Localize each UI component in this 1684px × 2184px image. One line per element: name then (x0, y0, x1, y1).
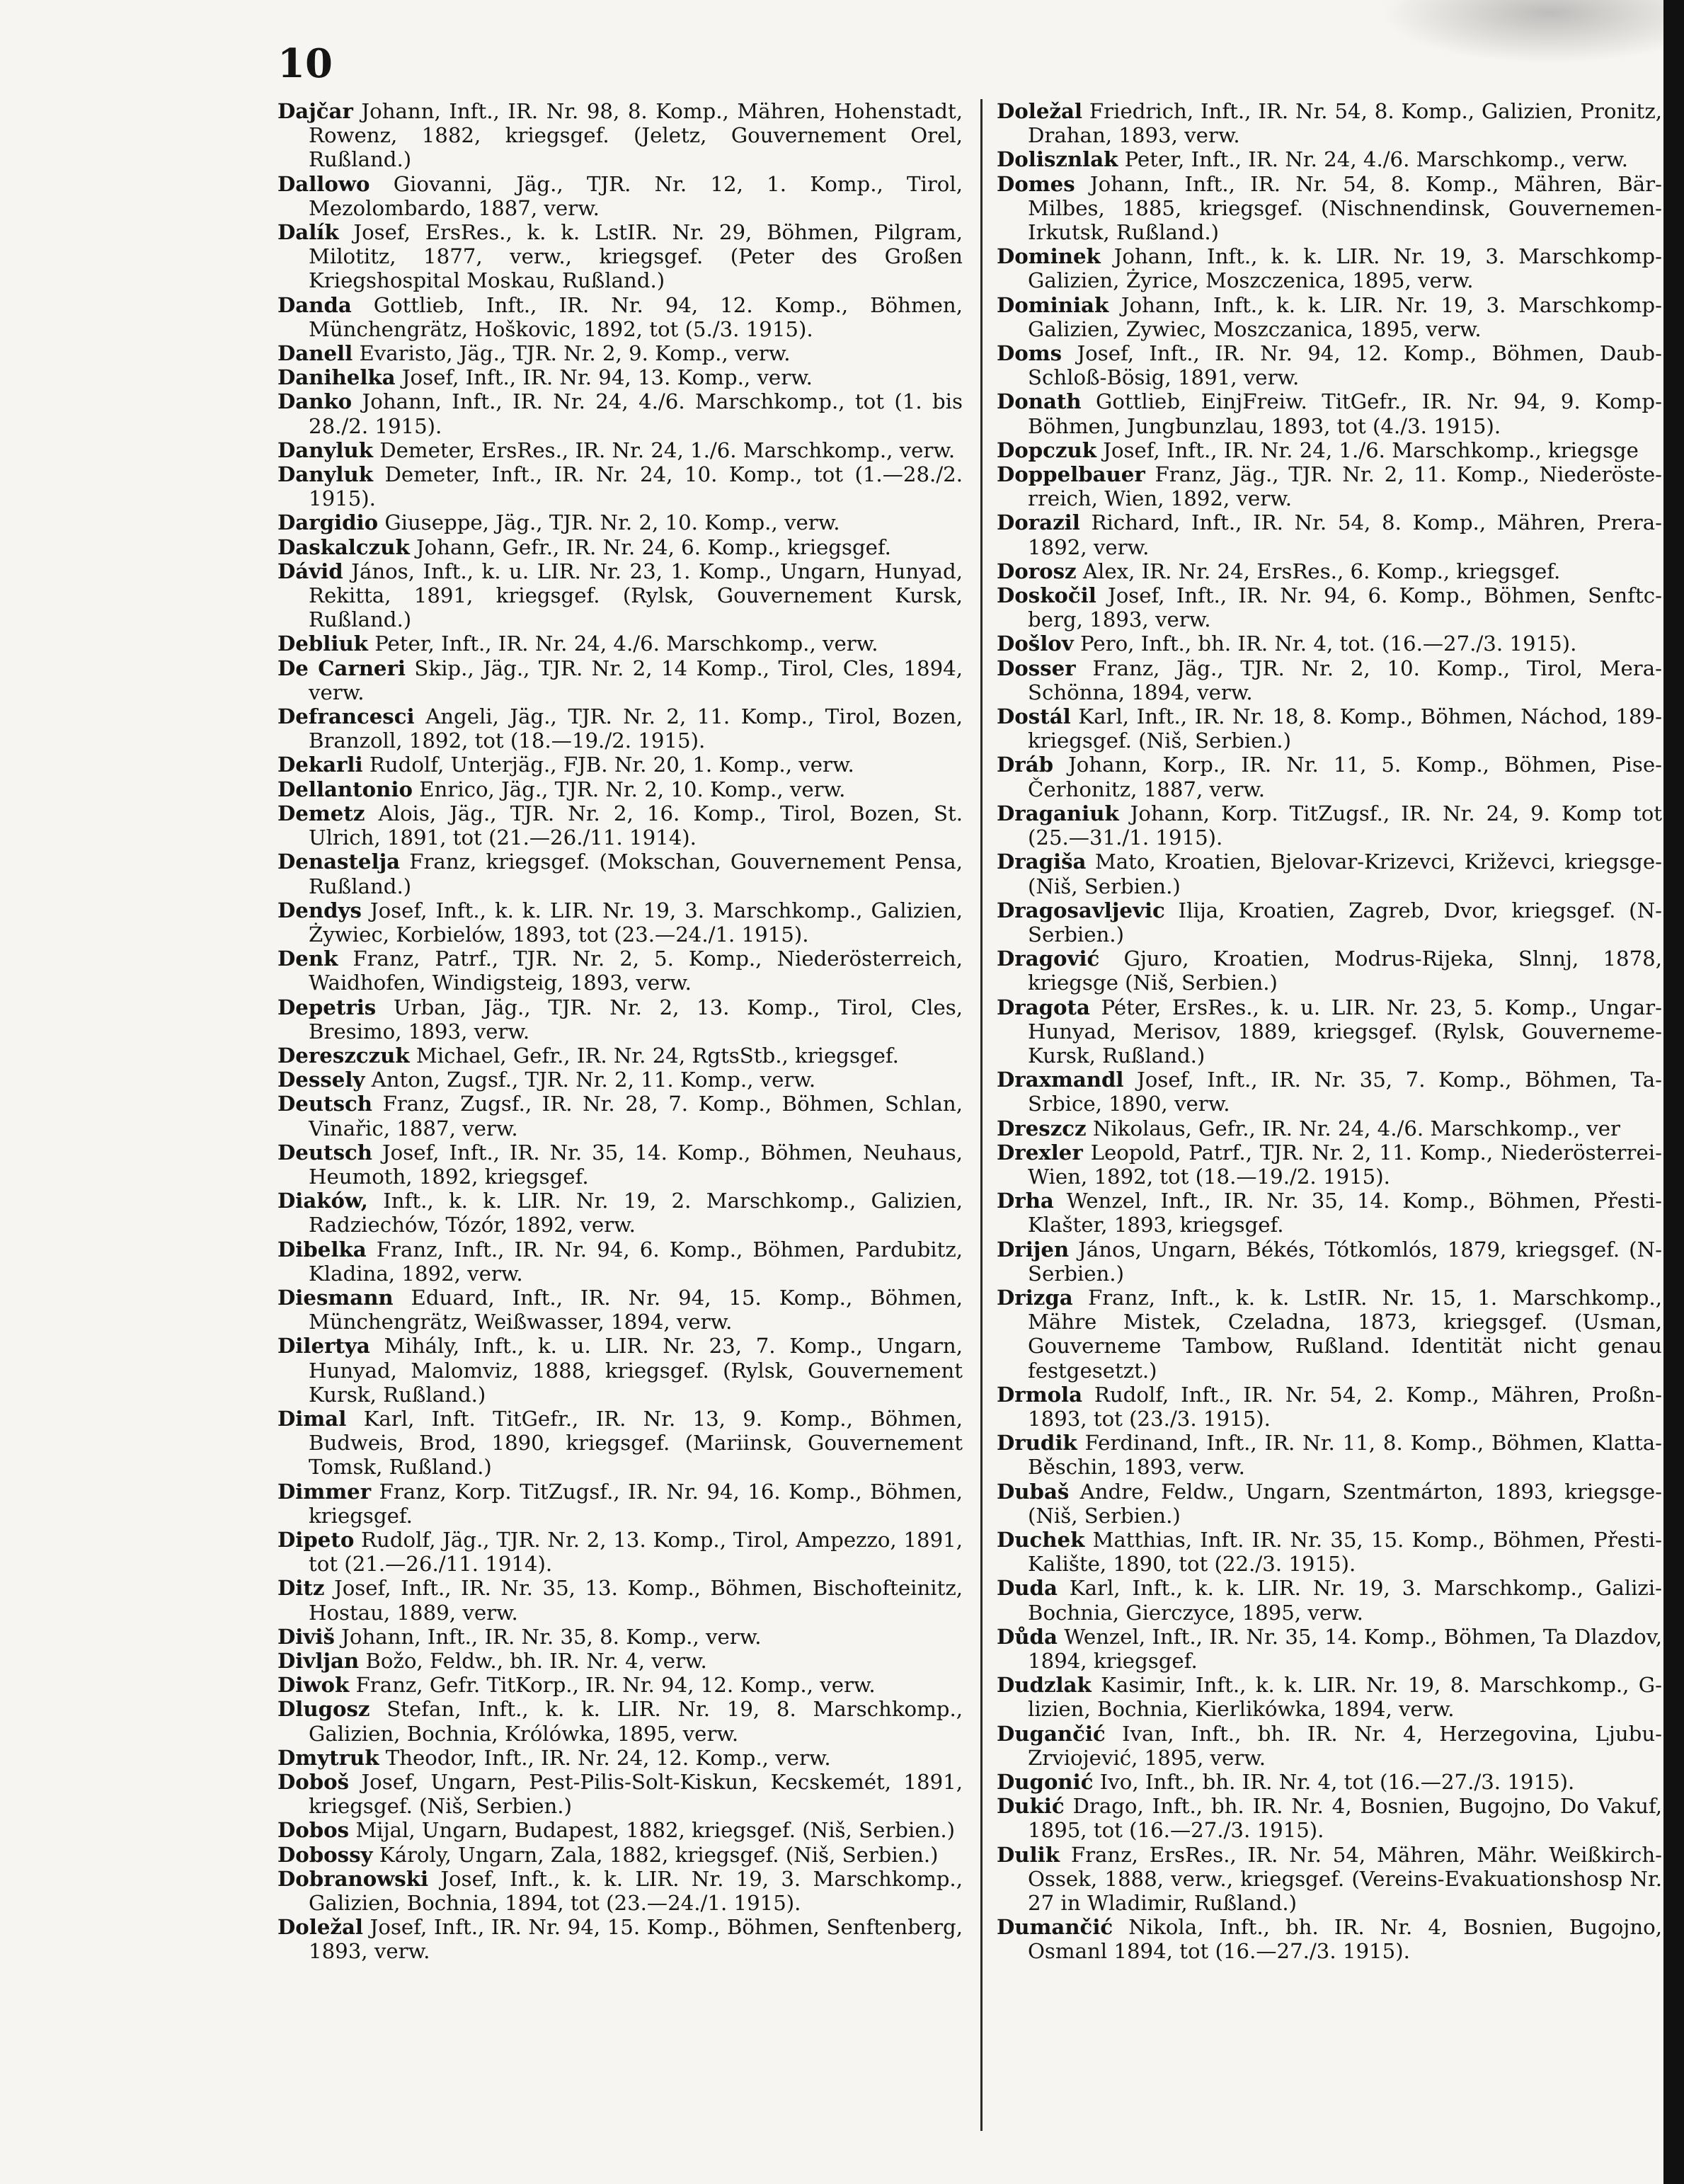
entry-details: Josef, Inft., IR. Nr. 35, 13. Komp., Böhmen, Bischofteinitz, Hostau, 1889, verw. (309, 1576, 963, 1625)
entry-details: Josef, Inft., IR. Nr. 35, 7. Komp., Böhmen, Ta Srbice, 1890, verw. (1028, 1068, 1662, 1116)
entry-surname: Doskočil (997, 583, 1096, 608)
entry-details: Josef, Inft., IR. Nr. 94, 13. Komp., verw. (395, 365, 813, 390)
entry-surname: Danyluk (277, 462, 373, 487)
entry-surname: Demetz (277, 801, 365, 825)
entry (277, 801, 963, 850)
entry-surname: Diwok (277, 1673, 350, 1698)
entry (997, 341, 1662, 389)
entry-surname: Dostál (997, 704, 1071, 729)
entry-details: Anton, Zugsf., TJR. Nr. 2, 11. Komp., verw. (365, 1068, 816, 1092)
entry (277, 1867, 963, 1915)
entry (997, 1673, 1662, 1721)
entry-surname: Dekarli (277, 753, 363, 777)
entry-details: Franz, Gefr. TitKorp., IR. Nr. 94, 12. Komp., verw. (349, 1673, 876, 1698)
entry (997, 631, 1662, 656)
entry-surname: Dlugosz (277, 1697, 370, 1722)
entry-surname: Dragović (997, 947, 1100, 971)
entry (997, 1576, 1662, 1624)
entry-surname: Dimmer (277, 1479, 372, 1504)
entry-surname: Dmytruk (277, 1745, 379, 1770)
entry-surname: Danell (277, 341, 353, 366)
entry-surname: Deutsch (277, 1092, 373, 1116)
entry-details: Nikolaus, Gefr., IR. Nr. 24, 4./6. Marschkomp., ver (1086, 1116, 1621, 1140)
entry-details: Wenzel, Inft., IR. Nr. 35, 14. Komp., Böhmen, Přesti Klašter, 1893, kriegsgef. (1028, 1189, 1662, 1237)
entry-details: Rudolf, Unterjäg., FJB. Nr. 20, 1. Komp., verw. (362, 753, 854, 777)
entry-details: Josef, Inft., k. k. LIR. Nr. 19, 3. Marschkomp., Galizien, Bochnia, 1894, tot (23.—24./1. 1915). (309, 1866, 963, 1916)
entry (277, 535, 963, 559)
entry (997, 1068, 1662, 1116)
entry (277, 293, 963, 341)
entry-details: Skip., Jäg., TJR. Nr. 2, 14 Komp., Tirol, Cles, 1894, verw. (309, 656, 963, 704)
entry (997, 99, 1662, 147)
entry-details: Richard, Inft., IR. Nr. 54, 8. Komp., Mähren, Prera 1892, verw. (1028, 510, 1662, 559)
entry (277, 1044, 963, 1068)
entry-details: Gottlieb, Inft., IR. Nr. 94, 12. Komp., Böhmen, Münchengrätz, Hoškovic, 1892, tot (5./3. 1915). (309, 292, 963, 341)
entry (997, 1431, 1662, 1479)
entry-surname: Doppelbauer (997, 462, 1145, 487)
entry-surname: Dobossy (277, 1842, 373, 1867)
entry-details: Franz, Zugsf., IR. Nr. 28, 7. Komp., Böhmen, Schlan, Vinařic, 1887, verw. (309, 1092, 963, 1140)
entry (277, 220, 963, 293)
entry-details: Gottlieb, EinjFreiw. TitGefr., IR. Nr. 94, 9. Komp Böhmen, Jungbunzlau, 1893, tot (4./3. 1915). (1028, 389, 1662, 438)
entry-details: Kasimir, Inft., k. k. LIR. Nr. 19, 8. Marschkomp., G lizien, Bochnia, Kierlikówka, 1894, verw. (1028, 1673, 1662, 1722)
entry (277, 1068, 963, 1092)
entry-surname: Debliuk (277, 631, 368, 656)
entry-surname: Doležal (277, 1915, 364, 1940)
entry (277, 1237, 963, 1286)
entry-details: Johann, Inft., IR. Nr. 54, 8. Komp., Mähren, Bär Milbes, 1885, kriegsgef. (Nischnendinsk, Gouvernemen Irkutsk, Rußland.) (1028, 171, 1662, 245)
entry-surname: Duchek (997, 1527, 1085, 1552)
entry-surname: Depetris (277, 995, 377, 1019)
entry-details: Mihály, Inft., k. u. LIR. Nr. 23, 7. Komp., Ungarn, Hunyad, Malomviz, 1888, kriegsgef. (Rylsk, Gouvernement Kursk, Rußland.) (309, 1334, 963, 1407)
entry-details: Ferdinand, Inft., IR. Nr. 11, 8. Komp., Böhmen, Klatta Běschin, 1893, verw. (1028, 1431, 1662, 1480)
entry-surname: Dellantonio (277, 777, 413, 801)
entry-surname: Denastelja (277, 850, 401, 874)
entry (277, 559, 963, 632)
entry-details: Andre, Feldw., Ungarn, Szentmárton, 1893, kriegsge (Niš, Serbien.) (1028, 1479, 1662, 1528)
entry (277, 777, 963, 801)
entry (997, 1794, 1662, 1842)
entry-details: Peter, Inft., IR. Nr. 24, 4./6. Marschkomp., verw. (1118, 147, 1629, 172)
entry-details: Franz, Patrf., TJR. Nr. 2, 5. Komp., Niederösterreich, Waidhofen, Windigsteig, 1893, verw. (309, 947, 963, 995)
entry-surname: Dilertya (277, 1334, 370, 1359)
entry-surname: Drijen (997, 1237, 1070, 1262)
entry-surname: Dorosz (997, 559, 1077, 583)
entry-surname: Danko (277, 389, 353, 414)
entry-details: Franz, Jäg., TJR. Nr. 2, 11. Komp., Niederöste rreich, Wien, 1892, verw. (1028, 462, 1662, 511)
entry-surname: Dosser (997, 656, 1076, 680)
entry-details: Inft., k. k. LIR. Nr. 19, 2. Marschkomp., Galizien, Radziechów, Tózór, 1892, verw. (309, 1189, 963, 1237)
entry-surname: Doležal (997, 99, 1083, 123)
entry (277, 1334, 963, 1407)
entry-details: Karl, Inft. TitGefr., IR. Nr. 13, 9. Komp., Böhmen, Budweis, Brod, 1890, kriegsgef. (Mariinsk, Gouvernement Tomsk, Rußland.) (309, 1406, 963, 1480)
entry-details: János, Ungarn, Békés, Tótkomlós, 1879, kriegsgef. (N Serbien.) (1028, 1237, 1662, 1286)
entry-details: Josef, Inft., IR. Nr. 24, 1./6. Marschkomp., kriegsge (1096, 438, 1639, 462)
scan-edge (1663, 0, 1684, 2184)
entry-details: Franz, Korp. TitZugsf., IR. Nr. 94, 16. Komp., Böhmen, kriegsgef. (309, 1479, 963, 1528)
entry-surname: Dreszcz (997, 1116, 1087, 1140)
entry-surname: Dubaš (997, 1479, 1070, 1504)
entry-details: Demeter, Inft., IR. Nr. 24, 10. Komp., tot (1.—28./2. 1915). (309, 462, 963, 511)
entry-details: Josef, Inft., IR. Nr. 94, 12. Komp., Böhmen, Daub Schloß-Bösig, 1891, verw. (1028, 341, 1662, 390)
entry (997, 172, 1662, 245)
entry-details: Johann, Inft., k. k. LIR. Nr. 19, 3. Marschkomp Galizien, Zywiec, Moszczanica, 1895, verw. (1028, 292, 1662, 341)
entry-details: Theodor, Inft., IR. Nr. 24, 12. Komp., verw. (379, 1745, 831, 1770)
entry-details: János, Inft., k. u. LIR. Nr. 23, 1. Komp., Ungarn, Hunyad, Rekitta, 1891, kriegsgef. (Rylsk, Gouvernement Kursk, Rußland.) (309, 559, 963, 632)
entry (277, 1286, 963, 1334)
entry-details: Rudolf, Inft., IR. Nr. 54, 2. Komp., Mähren, Proßn 1893, tot (23./3. 1915). (1028, 1382, 1662, 1431)
entry (997, 1625, 1662, 1673)
entry (277, 898, 963, 947)
entry-details: Pero, Inft., bh. IR. Nr. 4, tot. (16.—27./3. 1915). (1073, 631, 1577, 656)
entry-surname: Dulik (997, 1842, 1060, 1867)
entry-details: Károly, Ungarn, Zala, 1882, kriegsgef. (Niš, Serbien.) (372, 1842, 939, 1867)
entry-surname: Dobranowski (277, 1866, 429, 1891)
entry-surname: Dragiša (997, 850, 1087, 874)
entry-details: Johann, Korp. TitZugsf., IR. Nr. 24, 9. Komp tot (25.—31./1. 1915). (1028, 801, 1662, 850)
entry-details: Johann, Inft., k. k. LIR. Nr. 19, 3. Marschkomp Galizien, Żyrice, Moszczenica, 1895, verw. (1028, 244, 1662, 293)
entry (277, 850, 963, 898)
column-divider (980, 99, 983, 2131)
entry-surname: Dráb (997, 753, 1054, 777)
entry-details: Gjuro, Kroatien, Modrus-Rijeka, Slnnj, 1878, kriegsge (Niš, Serbien.) (1028, 947, 1662, 995)
entry-details: Leopold, Patrf., TJR. Nr. 2, 11. Komp., Niederösterrei Wien, 1892, tot (18.—19./2. 1915). (1028, 1140, 1662, 1189)
entry-details: Alex, IR. Nr. 24, ErsRes., 6. Komp., kriegsgef. (1076, 559, 1561, 583)
entry-surname: Danihelka (277, 365, 396, 390)
entry (997, 1722, 1662, 1770)
entry-surname: Dopczuk (997, 438, 1096, 462)
entry-details: Josef, Inft., IR. Nr. 35, 14. Komp., Böhmen, Neuhaus, Heumoth, 1892, kriegsgef. (309, 1140, 963, 1189)
entry-surname: Dávid (277, 559, 343, 583)
entry-details: Karl, Inft., IR. Nr. 18, 8. Komp., Böhmen, Náchod, 189 kriegsgef. (Niš, Serbien.) (1028, 704, 1662, 753)
entry (997, 559, 1662, 583)
entry-details: Franz, ErsRes., IR. Nr. 54, Mähren, Mähr. Weißkirch Ossek, 1888, verw., kriegsgef. (Vereins-Evakuationshosp Nr. 27 in Wladimir, Rußland.) (1028, 1842, 1662, 1916)
entry-details: Evaristo, Jäg., TJR. Nr. 2, 9. Komp., verw. (353, 341, 791, 366)
entry (277, 1843, 963, 1867)
entry-details: Eduard, Inft., IR. Nr. 94, 15. Komp., Böhmen, Münchengrätz, Weißwasser, 1894, verw. (309, 1285, 963, 1334)
entry (997, 1286, 1662, 1383)
entry (277, 704, 963, 753)
entry-surname: Diesmann (277, 1285, 394, 1310)
entry-surname: Doboš (277, 1770, 350, 1795)
entry-details: Johann, Inft., IR. Nr. 35, 8. Komp., verw. (334, 1624, 762, 1649)
entry (277, 753, 963, 777)
entry-surname: Dugančić (997, 1721, 1106, 1746)
entry (277, 1576, 963, 1624)
entry-surname: Dominiak (997, 292, 1109, 317)
entry-surname: Dudzlak (997, 1673, 1092, 1698)
entry (277, 438, 963, 462)
entry-details: Demeter, ErsRes., IR. Nr. 24, 1./6. Marschkomp., verw. (372, 438, 956, 462)
entry (277, 1140, 963, 1189)
entry-surname: Dibelka (277, 1237, 367, 1262)
entry (277, 341, 963, 365)
entry-surname: Danyluk (277, 438, 373, 462)
entry-details: Rudolf, Jäg., TJR. Nr. 2, 13. Komp., Tirol, Ampezzo, 1891, tot (21.—26./11. 1914). (309, 1527, 963, 1577)
entry (997, 1480, 1662, 1528)
entry (997, 704, 1662, 753)
entry (277, 1189, 963, 1237)
entry-details: Josef, Ungarn, Pest-Pilis-Solt-Kiskun, Kecskemét, 1891, kriegsgef. (Niš, Serbien.) (309, 1770, 963, 1819)
entry-surname: Dendys (277, 898, 362, 922)
entry (277, 99, 963, 172)
entry (997, 438, 1662, 462)
entry-surname: Duda (997, 1576, 1058, 1601)
entry (277, 1697, 963, 1745)
entry-surname: Dolisznlak (997, 147, 1118, 172)
entry (277, 365, 963, 389)
entry-details: Enrico, Jäg., TJR. Nr. 2, 10. Komp., verw. (412, 777, 846, 801)
entry-surname: Diaków, (277, 1189, 368, 1213)
entry (277, 1770, 963, 1818)
entry-surname: Důda (997, 1624, 1058, 1649)
entry (277, 995, 963, 1044)
entry (997, 244, 1662, 292)
entry-surname: Draxmandl (997, 1068, 1124, 1092)
entry (277, 1528, 963, 1576)
entry-surname: Dragosavljevic (997, 898, 1165, 922)
entry-surname: Domes (997, 171, 1075, 196)
entry-surname: Dalík (277, 220, 339, 245)
entry-details: Mato, Kroatien, Bjelovar-Krizevci, Križevci, kriegsge (Niš, Serbien.) (1028, 850, 1662, 898)
entry-details: Stefan, Inft., k. k. LIR. Nr. 19, 8. Marschkomp., Galizien, Bochnia, Królówka, 1895, verw. (309, 1697, 963, 1746)
entry-details: Péter, ErsRes., k. u. LIR. Nr. 23, 5. Komp., Ungar Hunyad, Merisov, 1889, kriegsgef. (Rylsk, Gouverneme Kursk, Rußland.) (1028, 995, 1662, 1068)
entry-details: Ivan, Inft., bh. IR. Nr. 4, Herzegovina, Ljubu Zrviojević, 1895, verw. (1028, 1721, 1662, 1770)
entry-details: Johann, Gefr., IR. Nr. 24, 6. Komp., kriegsgef. (409, 534, 891, 559)
entry-details: Nikola, Inft., bh. IR. Nr. 4, Bosnien, Bugojno, Osmanl 1894, tot (16.—27./3. 1915). (1028, 1915, 1662, 1964)
entry (277, 1407, 963, 1480)
entry (997, 1528, 1662, 1576)
entry-details: Friedrich, Inft., IR. Nr. 54, 8. Komp., Galizien, Pronitz, Drahan, 1893, verw. (1028, 99, 1662, 148)
entry-surname: Dobos (277, 1818, 350, 1843)
entry-surname: Ditz (277, 1576, 325, 1601)
entry-surname: Dimal (277, 1406, 347, 1431)
entry (997, 947, 1662, 995)
entry (277, 1649, 963, 1673)
entry-details: Karl, Inft., k. k. LIR. Nr. 19, 3. Marschkomp., Galizi Bochnia, Gierczyce, 1895, verw. (1028, 1576, 1662, 1625)
entry-surname: Danda (277, 292, 352, 317)
entry (277, 1673, 963, 1697)
entry-surname: Dragota (997, 995, 1090, 1019)
entry (997, 462, 1662, 510)
entry-surname: Dorazil (997, 510, 1080, 535)
entry (277, 172, 963, 220)
entry-surname: Dargidio (277, 510, 379, 535)
entry-surname: Deutsch (277, 1140, 373, 1165)
entry-details: Božo, Feldw., bh. IR. Nr. 4, verw. (359, 1649, 707, 1673)
entry-details: Josef, Inft., IR. Nr. 94, 6. Komp., Böhmen, Senftc berg, 1893, verw. (1028, 583, 1662, 632)
entry-details: Josef, Inft., IR. Nr. 94, 15. Komp., Böhmen, Senftenberg, 1893, verw. (309, 1915, 963, 1964)
entry (277, 1625, 963, 1649)
entry-surname: Dugonić (997, 1770, 1094, 1795)
entry-surname: Doms (997, 341, 1062, 366)
entry-surname: Dipeto (277, 1527, 355, 1552)
entry-surname: Drmola (997, 1382, 1083, 1407)
entry (277, 656, 963, 704)
entry (997, 656, 1662, 704)
entry-surname: Drudik (997, 1431, 1077, 1456)
entry-details: Angeli, Jäg., TJR. Nr. 2, 11. Komp., Tirol, Bozen, Branzoll, 1892, tot (18.—19./2. 1915). (309, 704, 963, 753)
entry (277, 462, 963, 510)
entry (997, 147, 1662, 171)
entry-details: Wenzel, Inft., IR. Nr. 35, 14. Komp., Böhmen, Ta Dlazdov, 1894, kriegsgef. (1028, 1624, 1662, 1673)
entry-surname: Daskalczuk (277, 534, 410, 559)
entry-surname: Dajčar (277, 99, 353, 123)
entry (997, 1237, 1662, 1286)
entry-details: Franz, Jäg., TJR. Nr. 2, 10. Komp., Tirol, Mera Schönna, 1894, verw. (1028, 656, 1662, 704)
entry-surname: De Carneri (277, 656, 406, 680)
entry-surname: Dukić (997, 1794, 1065, 1819)
entry-details: Franz, Inft., IR. Nr. 94, 6. Komp., Böhmen, Pardubitz, Kladina, 1892, verw. (309, 1237, 963, 1286)
scan-shadow (1380, 0, 1663, 64)
entry-details: Josef, Inft., k. k. LIR. Nr. 19, 3. Marschkomp., Galizien, Żywiec, Korbielów, 1893, tot (23.—24./1. 1915). (309, 898, 963, 947)
entry (997, 293, 1662, 341)
entry (997, 1140, 1662, 1189)
entry-surname: Dumančić (997, 1915, 1113, 1940)
entry-details: Peter, Inft., IR. Nr. 24, 4./6. Marschkomp., verw. (367, 631, 878, 656)
entry-details: Ivo, Inft., bh. IR. Nr. 4, tot (16.—27./3. 1915). (1093, 1770, 1575, 1795)
entry (997, 583, 1662, 631)
entry-surname: Diviš (277, 1624, 335, 1649)
entry-details: Franz, Inft., k. k. LstIR. Nr. 15, 1. Marschkomp., Mähre Mistek, Czeladna, 1873, kriegsgef. (Usman, Gouverneme Tambow, Rußland. Identität nicht genau festgesetzt.) (1028, 1285, 1662, 1383)
entry (997, 850, 1662, 898)
entry (277, 631, 963, 656)
entry-surname: Dallowo (277, 171, 370, 196)
entry-details: Drago, Inft., bh. IR. Nr. 4, Bosnien, Bugojno, Do Vakuf, 1895, tot (16.—27./3. 1915). (1028, 1794, 1662, 1843)
entry (277, 1818, 963, 1842)
entry-surname: Divljan (277, 1649, 360, 1673)
entry-surname: Denk (277, 947, 338, 971)
entry (997, 801, 1662, 850)
entry (997, 1770, 1662, 1794)
entry (997, 1189, 1662, 1237)
entry-details: Johann, Inft., IR. Nr. 24, 4./6. Marschkomp., tot (1. bis 28./2. 1915). (309, 389, 963, 438)
entry-details: Franz, kriegsgef. (Mokschan, Gouvernement Pensa, Rußland.) (309, 850, 963, 898)
left-column (277, 99, 963, 2131)
entry (997, 898, 1662, 947)
entry (277, 1746, 963, 1770)
entry (277, 1915, 963, 1963)
entry-details: Michael, Gefr., IR. Nr. 24, RgtsStb., kriegsgef. (409, 1043, 899, 1068)
entry-surname: Drizga (997, 1285, 1073, 1310)
entry-details: Alois, Jäg., TJR. Nr. 2, 16. Komp., Tirol, Bozen, St. Ulrich, 1891, tot (21.—26./11. 1914). (309, 801, 963, 850)
entry (997, 1116, 1662, 1140)
right-column (997, 99, 1662, 2131)
page-number: 10 (277, 40, 333, 87)
entry-surname: Dereszczuk (277, 1043, 410, 1068)
entry-details: Giuseppe, Jäg., TJR. Nr. 2, 10. Komp., verw. (378, 510, 840, 535)
entry (997, 510, 1662, 559)
entry-details: Ilija, Kroatien, Zagreb, Dvor, kriegsgef. (N Serbien.) (1028, 898, 1662, 947)
entry (997, 389, 1662, 438)
entry (997, 1915, 1662, 1963)
entry-surname: Drexler (997, 1140, 1083, 1165)
entry (277, 510, 963, 534)
entry (277, 389, 963, 438)
entry (997, 995, 1662, 1068)
entry-details: Johann, Korp., IR. Nr. 11, 5. Komp., Böhmen, Pise Čerhonitz, 1887, verw. (1028, 753, 1662, 801)
entry (997, 1843, 1662, 1916)
entry (277, 1480, 963, 1528)
entry (277, 1092, 963, 1140)
entry-surname: Donath (997, 389, 1082, 414)
entry (997, 1383, 1662, 1431)
entry-surname: Defrancesci (277, 704, 415, 729)
entry-details: Johann, Inft., IR. Nr. 98, 8. Komp., Mähren, Hohenstadt, Rowenz, 1882, kriegsgef. (Jeletz, Gouvernement Orel, Rußland.) (309, 99, 963, 172)
entry-surname: Dominek (997, 244, 1101, 269)
entry (277, 947, 963, 995)
entry (997, 753, 1662, 801)
entry-details: Mijal, Ungarn, Budapest, 1882, kriegsgef. (Niš, Serbien.) (349, 1818, 956, 1843)
entry-details: Josef, ErsRes., k. k. LstIR. Nr. 29, Böhmen, Pilgram, Milotitz, 1877, verw., kriegsgef. (Peter des Großen Kriegshospital Moskau, Rußland.) (309, 220, 963, 293)
entry-surname: Došlov (997, 631, 1074, 656)
entry-surname: Dessely (277, 1068, 365, 1092)
entry-details: Urban, Jäg., TJR. Nr. 2, 13. Komp., Tirol, Cles, Bresimo, 1893, verw. (309, 995, 963, 1044)
entry-surname: Draganiuk (997, 801, 1119, 825)
entry-surname: Drha (997, 1189, 1054, 1213)
entry-details: Matthias, Inft. IR. Nr. 35, 15. Komp., Böhmen, Přesti Kalište, 1890, tot (22./3. 1915). (1028, 1527, 1662, 1577)
entry-details: Giovanni, Jäg., TJR. Nr. 12, 1. Komp., Tirol, Mezolombardo, 1887, verw. (309, 171, 963, 220)
